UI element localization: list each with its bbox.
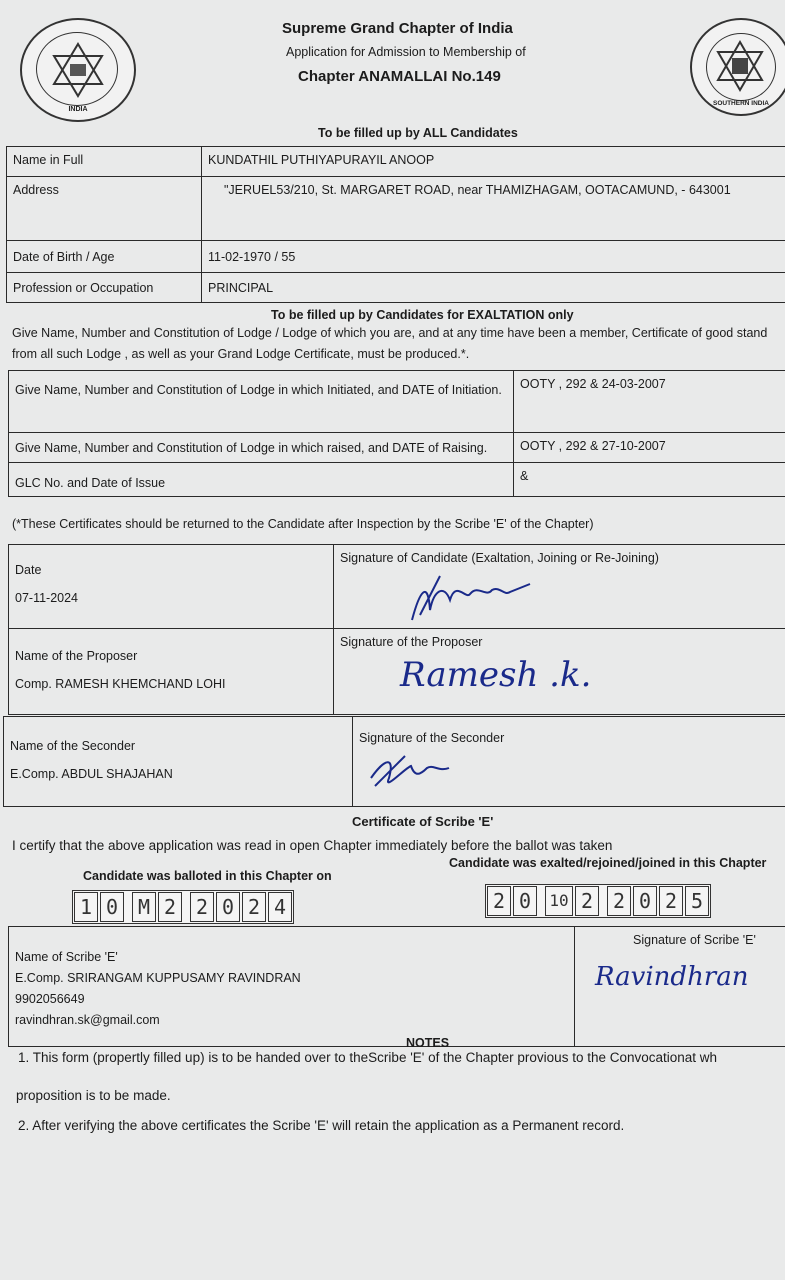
occupation-label: Profession or Occupation xyxy=(7,273,202,303)
scribe-phone: 9902056649 xyxy=(15,992,85,1006)
initiation-value: OOTY , 292 & 24-03-2007 xyxy=(514,371,785,433)
scribe-signature: Ravindhran xyxy=(595,962,749,992)
exalted-date-boxes xyxy=(485,884,711,918)
date-cell xyxy=(9,545,334,629)
signatures-table xyxy=(8,544,785,715)
raising-value: OOTY , 292 & 27-10-2007 xyxy=(514,433,785,463)
proposer-name: Comp. RAMESH KHEMCHAND LOHI xyxy=(15,677,226,691)
scribe-details-cell xyxy=(9,927,575,1047)
right-seal xyxy=(690,18,785,116)
exalted-date-digit: 2 xyxy=(575,886,599,916)
initiation-label: Give Name, Number and Constitution of Lodge in which Initiated, and DATE of Initiation. xyxy=(9,371,514,433)
scribe-label: Name of Scribe 'E' xyxy=(15,950,118,964)
section-all-heading: To be filled up by ALL Candidates xyxy=(318,126,518,140)
address-label: Address xyxy=(7,177,202,241)
balloted-label: Candidate was balloted in this Chapter on xyxy=(83,869,332,883)
balloted-date-digit: 2 xyxy=(190,892,214,922)
glc-value: & xyxy=(514,463,785,497)
name-label: Name in Full xyxy=(7,147,202,177)
left-seal-bottom-text: INDIA xyxy=(68,106,88,113)
balloted-date-boxes xyxy=(72,890,294,924)
proposer-label: Name of the Proposer xyxy=(15,649,138,663)
proposer-cell xyxy=(9,629,334,715)
proposer-signature-label: Signature of the Proposer xyxy=(340,635,483,649)
scribe-signature-label: Signature of Scribe 'E' xyxy=(633,933,756,947)
exalted-date-digit: 0 xyxy=(633,886,657,916)
date-label: Date xyxy=(15,563,42,577)
candidate-details-table xyxy=(6,146,785,303)
note-1-line-1: 1. This form (propertly filled up) is to be handed over to theScribe 'E' of the Chapter provious to the Convocationat wh xyxy=(18,1050,718,1065)
exalted-date-digit: 2 xyxy=(659,886,683,916)
balloted-date-digit: 2 xyxy=(158,892,182,922)
certificates-note: (*These Certificates should be returned to the Candidate after Inspection by the Scribe 'E' of the Chapter) xyxy=(12,517,594,531)
section-exalt-heading: To be filled up by Candidates for EXALTATION only xyxy=(271,308,574,322)
balloted-date-digit: 0 xyxy=(216,892,240,922)
exalted-date-digit: 10 xyxy=(545,886,573,916)
star-emblem-icon xyxy=(50,42,106,98)
exalted-date-digit: 0 xyxy=(513,886,537,916)
proposer-signature: Ramesh .k. xyxy=(400,655,592,695)
candidate-signature-label: Signature of Candidate (Exaltation, Joining or Re-Joining) xyxy=(340,551,659,565)
seconder-cell xyxy=(4,717,353,807)
chapter-name: Chapter ANAMALLAI No.149 xyxy=(298,68,501,85)
balloted-date-digit: 0 xyxy=(100,892,124,922)
seconder-label: Name of the Seconder xyxy=(10,739,136,753)
scribe-name: E.Comp. SRIRANGAM KUPPUSAMY RAVINDRAN xyxy=(15,971,301,985)
dob-label: Date of Birth / Age xyxy=(7,241,202,273)
candidate-signature xyxy=(400,570,540,630)
exalt-instruction-line-2: from all such Lodge , as well as your Grand Lodge Certificate, must be produced.*. xyxy=(12,347,470,361)
balloted-date-digit: M xyxy=(132,892,156,922)
certificate-statement: I certify that the above application was read in open Chapter immediately before the ballot was taken xyxy=(12,838,613,853)
form-title: Supreme Grand Chapter of India xyxy=(282,20,513,37)
balloted-date-digit: 4 xyxy=(268,892,292,922)
right-seal-bottom-text: SOUTHERN INDIA xyxy=(713,100,769,107)
exalted-date-digit: 2 xyxy=(607,886,631,916)
occupation-value: PRINCIPAL xyxy=(202,273,785,303)
note-1-line-2: proposition is to be made. xyxy=(16,1088,171,1103)
seconder-signature xyxy=(365,748,465,796)
certificate-heading: Certificate of Scribe 'E' xyxy=(352,814,494,829)
name-value: KUNDATHIL PUTHIYAPURAYIL ANOOP xyxy=(202,147,785,177)
address-value: "JERUEL53/210, St. MARGARET ROAD, near THAMIZHAGAM, OOTACAMUND, - 643001 xyxy=(202,177,785,241)
form-subtitle: Application for Admission to Membership of xyxy=(286,45,526,59)
star-emblem-icon xyxy=(714,40,766,92)
date-value: 07-11-2024 xyxy=(15,591,79,605)
seconder-name: E.Comp. ABDUL SHAJAHAN xyxy=(10,767,173,781)
exaltation-table xyxy=(8,370,785,497)
balloted-date-digit: 2 xyxy=(242,892,266,922)
exalted-label: Candidate was exalted/rejoined/joined in this Chapter xyxy=(449,856,767,870)
dob-value: 11-02-1970 / 55 xyxy=(202,241,785,273)
scribe-email: ravindhran.sk@gmail.com xyxy=(15,1013,160,1027)
raising-label: Give Name, Number and Constitution of Lodge in which raised, and DATE of Raising. xyxy=(9,433,514,463)
glc-label: GLC No. and Date of Issue xyxy=(9,463,514,497)
exalted-date-digit: 5 xyxy=(685,886,709,916)
seconder-signature-label: Signature of the Seconder xyxy=(359,731,505,745)
balloted-date-digit: 1 xyxy=(74,892,98,922)
exalt-instruction-line-1: Give Name, Number and Constitution of Lodge / Lodge of which you are, and at any time have been a member, Certificate of good stand xyxy=(12,326,768,340)
note-2: 2. After verifying the above certificates the Scribe 'E' will retain the application as a Permanent record. xyxy=(18,1118,625,1133)
left-seal xyxy=(20,18,136,122)
exalted-date-digit: 2 xyxy=(487,886,511,916)
notes-heading: NOTES xyxy=(406,1036,450,1050)
